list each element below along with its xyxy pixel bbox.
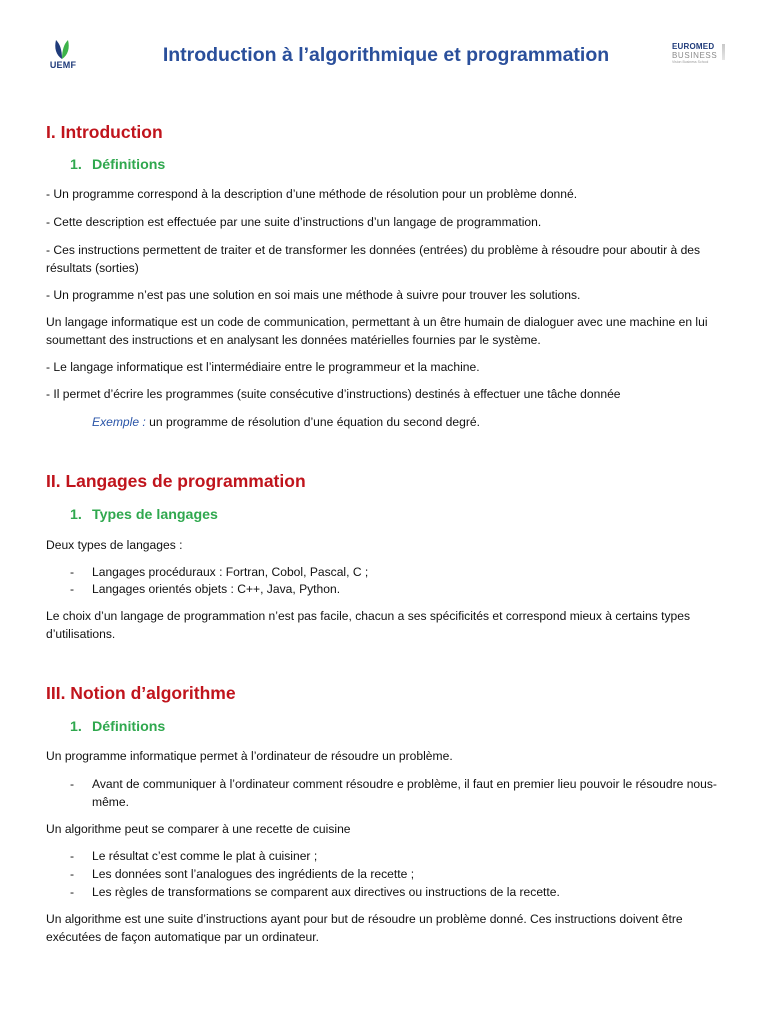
paragraph: - Il permet d’écrire les programmes (suite consécutive d’instructions) destinés à effectuer une tâche donnée: [46, 387, 621, 401]
list-item-text: Avant de communiquer à l’ordinateur comment résoudre e problème, il faut en premier lieu pouvoir le résoudre nous-même.: [92, 777, 717, 809]
list-marker: -: [70, 777, 75, 791]
subheading-label: Définitions: [92, 719, 166, 735]
uemf-logo-text: UEMF: [49, 60, 77, 70]
euromed-logo-line1: EUROMED: [672, 42, 715, 51]
list-item: [70, 866, 730, 884]
page-title: Introduction à l’algorithmique et programmation: [162, 44, 610, 66]
paragraph: Un langage informatique est un code de communication, permettant à un être humain de dialoguer avec une machine en lui soumettant des instructions et en analysant les données matérielles fournies par le système.: [46, 315, 708, 347]
subheading-label: Définitions: [92, 157, 166, 173]
paragraph: - Cette description est effectuée par une suite d’instructions d’un langage de programmation.: [46, 215, 542, 229]
subheading-number: 1.: [70, 719, 82, 735]
list-item: [70, 884, 730, 902]
page-header: [0, 38, 768, 78]
euromed-logo-line3: Vision Business School: [672, 60, 709, 64]
list-marker: -: [70, 885, 75, 899]
list-item-text: Langages procéduraux : Fortran, Cobol, Pascal, C ;: [92, 565, 369, 579]
list-marker: -: [70, 867, 75, 881]
subheading-definitions-1: [70, 157, 165, 173]
example-label: Exemple :: [92, 415, 146, 429]
paragraph: Un programme informatique permet à l’ordinateur de résoudre un problème.: [46, 749, 453, 763]
list-item: [70, 564, 730, 582]
paragraph: Le choix d’un langage de programmation n’est pas facile, chacun a ses spécificités et correspond mieux à certains types d’utilisations.: [46, 609, 691, 641]
subheading-definitions-3: [70, 719, 165, 735]
list-item: [70, 581, 730, 599]
list-item-text: Les règles de transformations se comparent aux directives ou instructions de la recette.: [92, 885, 560, 899]
list-item-text: Langages orientés objets : C++, Java, Python.: [92, 582, 341, 596]
example-line: [92, 414, 480, 432]
list-marker: -: [70, 582, 75, 596]
paragraph: Deux types de langages :: [46, 538, 183, 552]
subheading-types-de-langages: [70, 507, 218, 523]
euromed-logo: [672, 42, 728, 70]
list-marker: -: [70, 565, 75, 579]
subheading-label: Types de langages: [92, 507, 218, 523]
uemf-leaf-icon: [52, 38, 72, 60]
euromed-logo-bar: [722, 44, 725, 60]
subheading-number: 1.: [70, 157, 82, 173]
section-heading-langages: II. Langages de programmation: [46, 471, 306, 491]
list-item-text: Le résultat c’est comme le plat à cuisiner ;: [92, 849, 318, 863]
section-heading-introduction: I. Introduction: [46, 122, 163, 142]
section-heading-notion-algorithme: III. Notion d’algorithme: [46, 683, 236, 703]
euromed-logo-line2: BUSINESS: [672, 51, 718, 60]
list-marker: -: [70, 849, 75, 863]
list-item: [70, 848, 730, 866]
uemf-logo: [46, 38, 78, 74]
paragraph: - Ces instructions permettent de traiter et de transformer les données (entrées) du problème à résoudre pour aboutir à des résultats (sorties): [46, 243, 701, 275]
paragraph: Un algorithme est une suite d’instructions ayant pour but de résoudre un problème donné. Ces instructions doivent être exécutées de façon automatique par un ordinateur.: [46, 912, 683, 944]
paragraph: - Un programme n’est pas une solution en soi mais une méthode à suivre pour trouver les solutions.: [46, 288, 581, 302]
list-item: [70, 776, 730, 811]
paragraph: - Un programme correspond à la description d’une méthode de résolution pour un problème donné.: [46, 187, 578, 201]
list-item-text: Les données sont l’analogues des ingrédients de la recette ;: [92, 867, 415, 881]
paragraph: - Le langage informatique est l’intermédiaire entre le programmeur et la machine.: [46, 360, 480, 374]
subheading-number: 1.: [70, 507, 82, 523]
example-text: un programme de résolution d’une équation du second degré.: [149, 415, 480, 429]
paragraph: Un algorithme peut se comparer à une recette de cuisine: [46, 822, 351, 836]
